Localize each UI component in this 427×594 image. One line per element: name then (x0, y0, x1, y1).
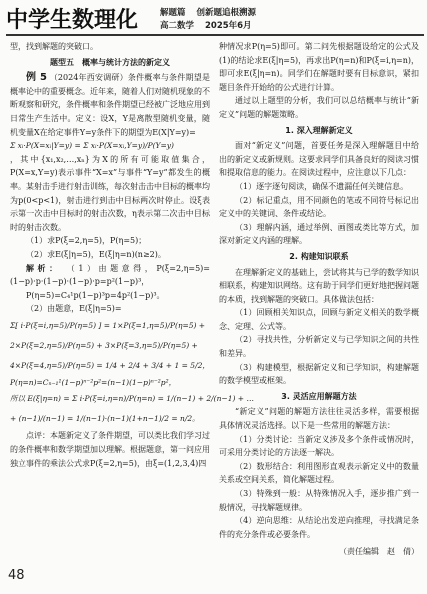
math-line: 4×P(ξ=4,η=5)/P(η=5) = 1/4 + 2/4 + 3/4 + 1 = 5/2， (10, 360, 210, 370)
section-heading: 题型五 概率与统计方法的新定义 (50, 57, 170, 67)
math-line: 2×P(ξ=2,η=5)/P(η=5) + 3×P(ξ=3,η=5)/P(η=5) + (10, 340, 198, 350)
question-1: （1）求P(ξ=2,η=5)，P(η=5)； (26, 236, 147, 246)
magazine-logo: 中学生数理化 (6, 7, 139, 33)
math-line: 所以 E(ξ|η=n) = Σ i·P(ξ=i,η=n)/P(η=n) = 1/(n−1) + 2/(n−1) + … (10, 394, 254, 404)
header-subject: 高二数学 (160, 21, 195, 31)
solution-paragraph (10, 262, 210, 289)
solution-line: P(η=5)=C₄¹p(1−p)³p=4p²(1−p)³。 (26, 290, 165, 300)
solution-label: 解析： (26, 263, 61, 273)
example-text-2: ，其中{x₁,x₂,…,xₙ}为X的所有可能取值集合，P(X=x,Y=y)表示事件“X=x”与事件“Y=y”都发生的概率。某射击手进行射击训练，每次射击击中目标的概率均为p(0<p<1)，射击进行到击中目标两次时停止。设ξ表示第一次击中目标时的射击次数，η表示第二次击中目标时的射击次数。 (10, 154, 210, 232)
commentary: 点评：本题新定义了条件期望，可以类比我们学习过的条件概率和数学期望加以理解。根据题意，第一问应用独立事件的乘法公式求P(ξ=2,η=5)，由ξ=(1,2,3,4)四 (10, 431, 210, 468)
paragraph: 通过以上题型的分析，我们可以总结概率与统计“新定义”问题的解题策略。 (219, 96, 419, 119)
solution-line: （2）由题意，E(ξ|η=5)= (26, 304, 122, 314)
editor-credit: （责任编辑 赵 倩） (339, 547, 419, 557)
section-heading: 1. 深入理解新定义 (285, 125, 353, 135)
math-line: Σ[ i·P(ξ=i,η=5)/P(η=5) ] = 1×P(ξ=1,η=5)/P(η=5) + (10, 320, 206, 330)
question-2: （2）求E(ξ|η=5)，E(ξ|η=n)(n≥2)。 (26, 249, 166, 259)
left-column (10, 40, 254, 470)
section-heading: 2. 构建知识联系 (289, 251, 349, 261)
list-item: （1）回顾相关知识点，回顾与新定义相关的数学概念、定理、公式等。 (219, 308, 419, 331)
list-item: （3）理解内涵，通过举例、画图或类比等方式，加深对新定义内涵的理解。 (219, 222, 419, 246)
header-column: 创新题追根溯源 (196, 8, 256, 18)
paragraph: 面对“新定义”问题，首要任务是深入理解题目中给出的新定义或新规则。这要求同学们具备良好的阅读习惯和提取信息的能力。在阅读过程中，应注意以下几点： (219, 141, 419, 178)
math-line: P(η=n)=Cₙ₋₁¹(1−p)ⁿ⁻²p²=(n−1)(1−p)ⁿ⁻²p²， (10, 377, 177, 387)
right-column (219, 40, 419, 559)
section-heading: 3. 灵活应用解题方法 (281, 391, 357, 401)
example-text: （2024年西安调研）条件概率与条件期望是概率论中的重要概念。近年来，随着人们对随机现象的不断观察和研究，条件概率和条件期望已经被广泛地应用到日常生产生活中。定义：设X，Y是离散型随机变量，随机变量X在给定事件Y=y条件下的期望为E(X|Y=y)= (10, 73, 210, 137)
list-item: （2）数形结合：利用图形直观表示新定义中的数量关系或空间关系，简化解题过程。 (219, 461, 419, 485)
list-item: （4）逆向思维：从结论出发逆向推理，寻找满足条件的充分条件或必要条件。 (219, 516, 419, 539)
list-item: （1）逐字逐句阅读，确保不遗漏任何关键信息。 (235, 181, 409, 191)
solution-text: （1）由题意得，P(ξ=2,η=5)=(1−p)·p·(1−p)·(1−p)·p=p²(1−p)³， (10, 263, 211, 287)
paragraph: 在理解新定义的基础上，尝试将其与已学的数学知识相联系，构建知识网络。这有助于同学们更好地把握问题的本质，找到解题的突破口。具体做法包括： (219, 267, 419, 304)
header-section: 解题篇 (160, 8, 186, 18)
list-item: （3）构建模型，根据新定义和已学知识，构建解题的数学模型或框架。 (219, 362, 419, 386)
list-item: （1）分类讨论：当新定义涉及多个条件或情况时，可采用分类讨论的方法逐一解决。 (219, 434, 419, 458)
header-line-1 (160, 6, 264, 18)
page-header (0, 0, 427, 34)
paragraph: “新定义”问题的解题方法往往灵活多样，需要根据具体情况灵活选择。以下是一些常用的解题方法： (219, 407, 419, 431)
header-date: 2025年6月 (204, 21, 252, 31)
paragraph: 种情况求P(η=5)即可。第二问先根据题设给定的公式及(1)的结论求E(ξ|η=5)，再求出P(η=n)和P(ξ=i,η=n)，即可求E(ξ|η=n)。同学们在解题时要有目标意识，紧扣题目条件开始给的公式进行计算。 (219, 42, 419, 92)
header-rule (6, 34, 424, 36)
page-number: 48 (8, 568, 25, 583)
list-item: （2）寻找共性，分析新定义与已学知识之间的共性和差异。 (219, 335, 419, 359)
example-label: 例 5 (26, 72, 47, 84)
paragraph: 型，找到解题的突破口。 (10, 42, 98, 51)
math-line: + (n−1)/(n−1) = 1/(n−1)·(n−1)(1+n−1)/2 = n/2。 (10, 414, 200, 424)
list-item: （3）特殊到一般：从特殊情况入手，逐步推广到一般情况，寻找解题规律。 (219, 489, 419, 512)
list-item: （2）标记重点，用不同颜色的笔或不同符号标记出定义中的关键词、条件或结论。 (219, 195, 419, 219)
example-paragraph (10, 71, 210, 139)
definition-formula: Σ xᵢ·P(X=xᵢ|Y=y) = Σ xᵢ·P(X=xᵢ,Y=y)/P(Y=y) (10, 141, 174, 151)
header-line-2 (160, 19, 260, 31)
